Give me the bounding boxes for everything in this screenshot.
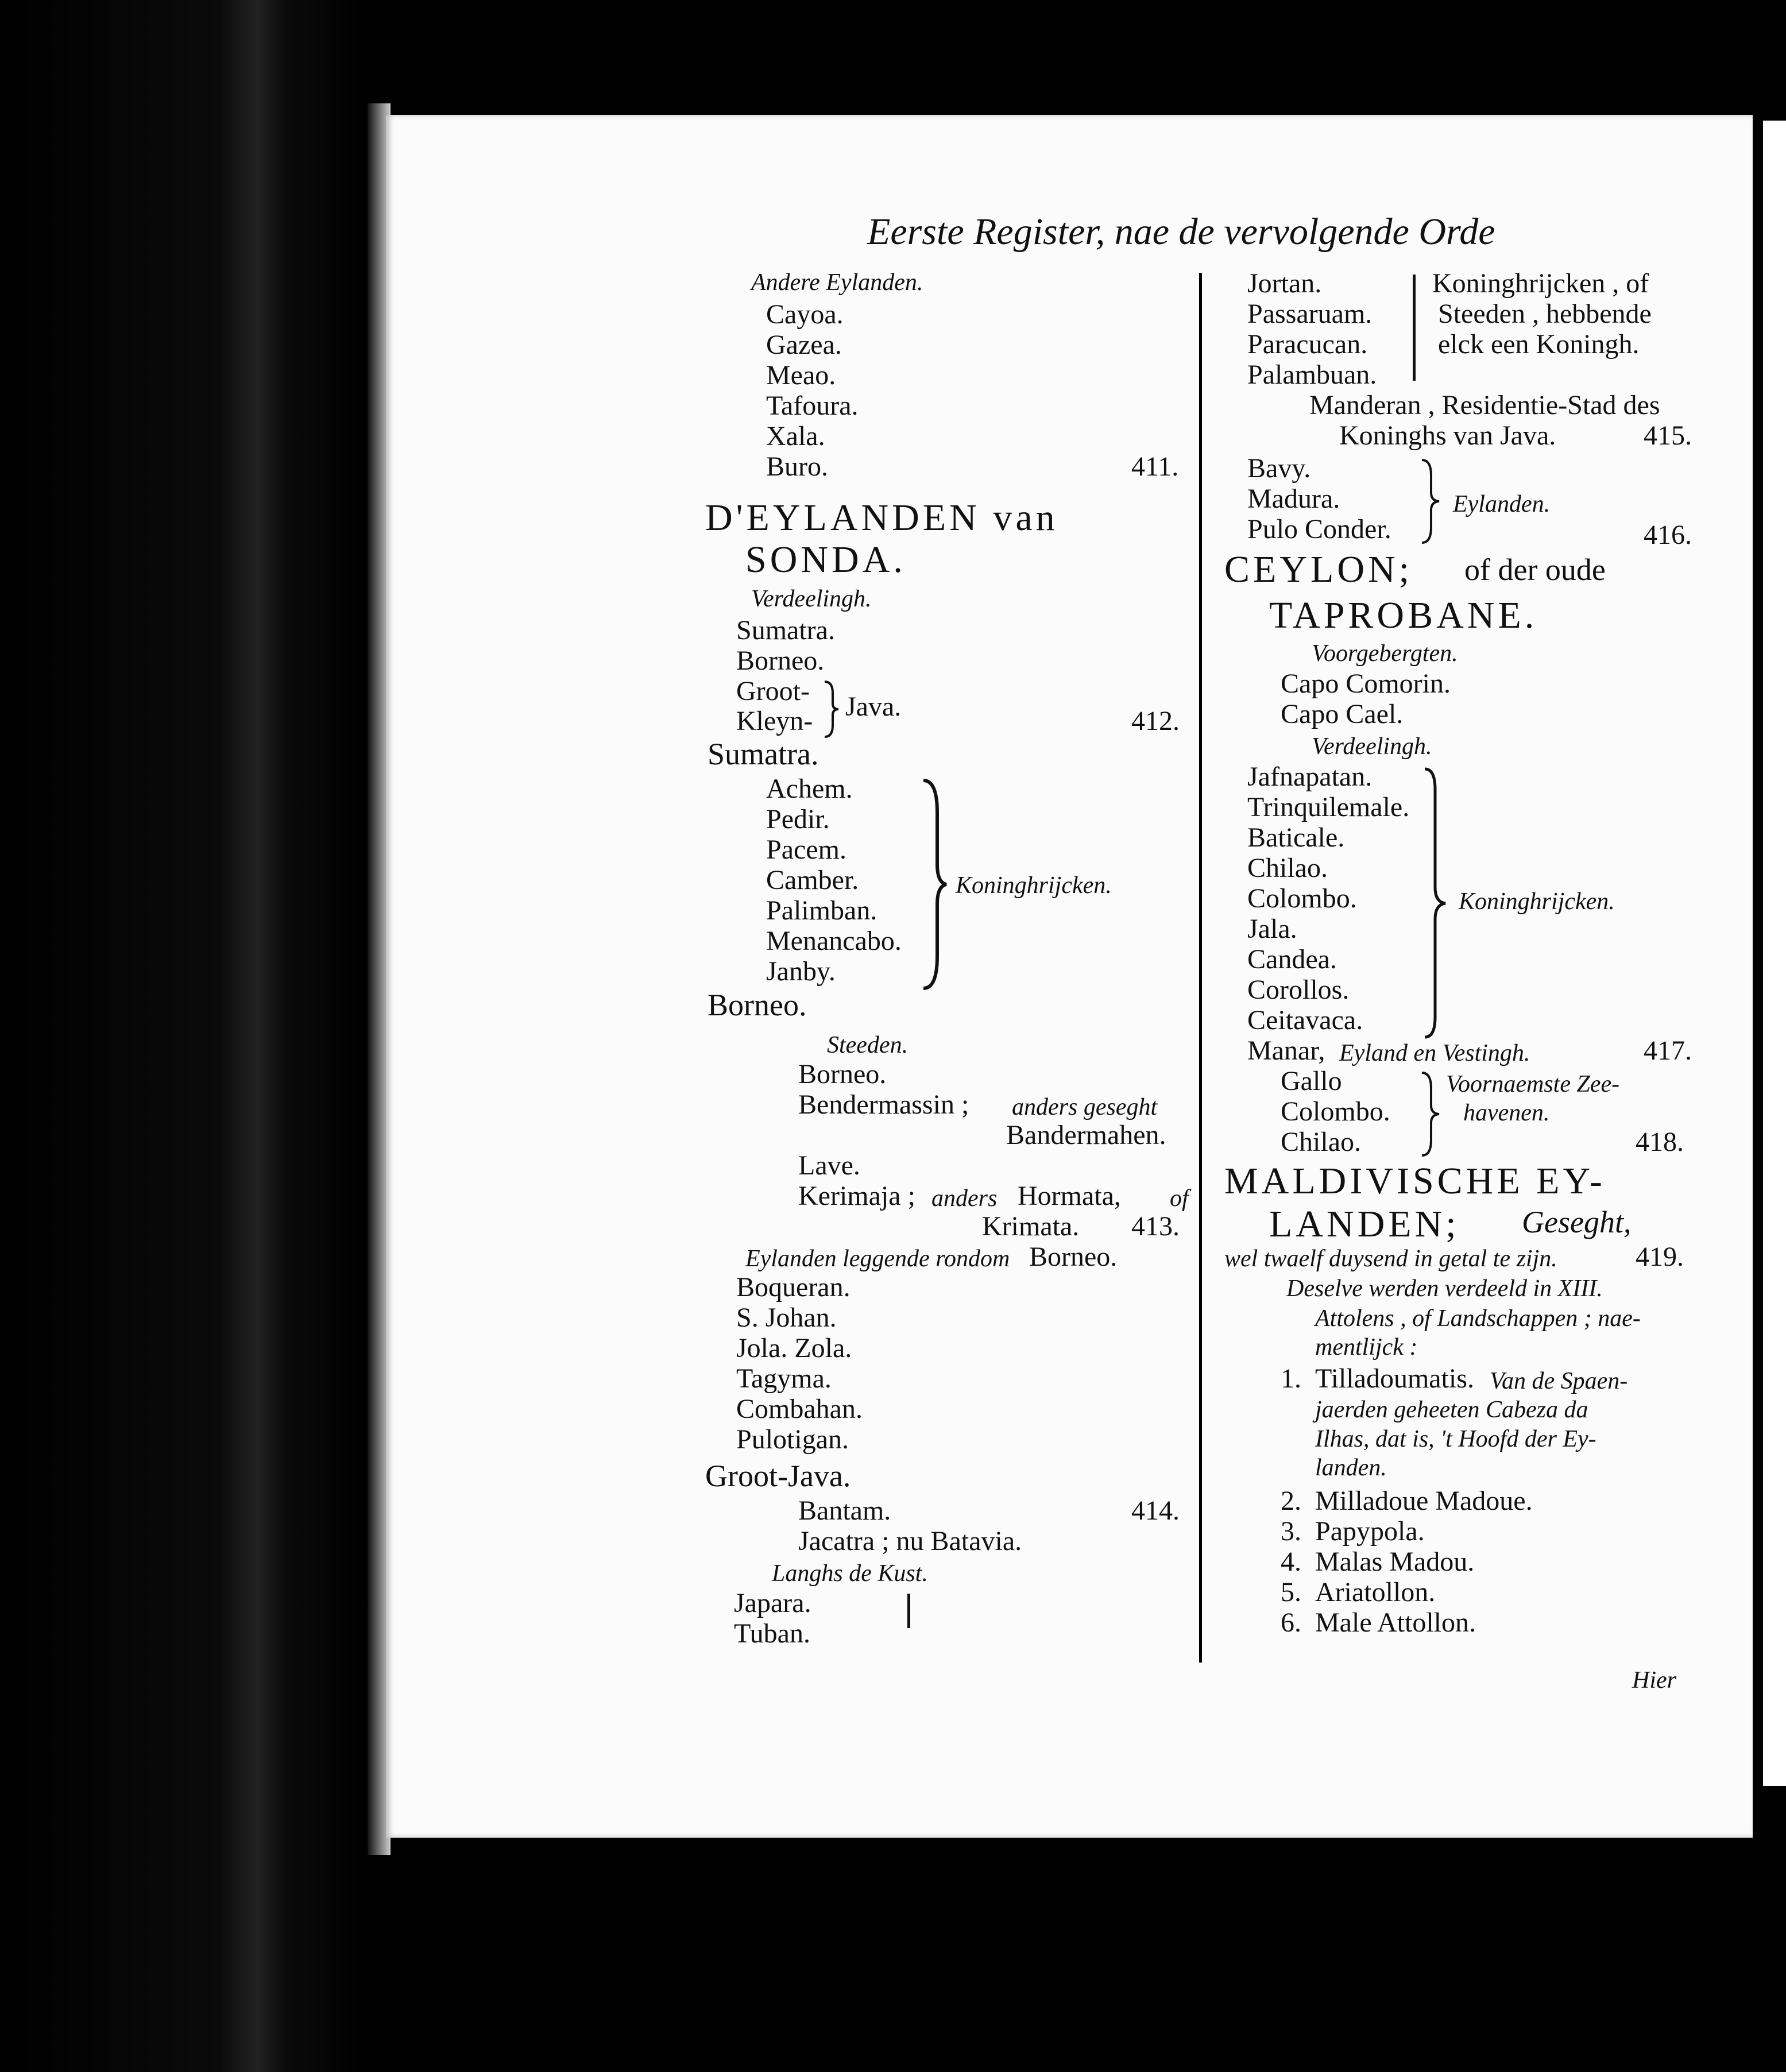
list-item: Achem.	[766, 774, 853, 804]
page-number: 412.	[1131, 706, 1180, 736]
subheading: Voorgebergten.	[1312, 640, 1458, 667]
section-title: Groot-Java.	[705, 1459, 851, 1493]
list-item: Colombo.	[1281, 1096, 1390, 1127]
page-number: 417.	[1644, 1035, 1692, 1066]
list-item: Jortan.	[1247, 268, 1322, 299]
list-item: Corollos.	[1247, 975, 1350, 1005]
section-heading: Andere Eylanden.	[751, 269, 923, 296]
list-item: Chilao.	[1281, 1127, 1361, 1157]
list-item: Janby.	[766, 956, 836, 987]
list-item: Male Attollon.	[1315, 1607, 1476, 1638]
list-item: Groot-	[736, 676, 810, 706]
page-number: 419.	[1636, 1242, 1684, 1272]
section-title: MALDIVISCHE EY-	[1224, 1160, 1606, 1202]
brace-label: Java.	[845, 691, 902, 722]
note-text: landen.	[1315, 1455, 1387, 1481]
list-item: Cayoa.	[766, 299, 844, 330]
list-item: Malas Madou.	[1315, 1547, 1475, 1577]
brace-icon	[920, 778, 949, 991]
list-item: Ariatollon.	[1315, 1577, 1436, 1607]
list-item: Capo Cael.	[1281, 699, 1404, 729]
list-item: Xala.	[766, 421, 825, 451]
list-item: Passaruam.	[1247, 299, 1373, 329]
list-item: Bendermassin ;	[798, 1089, 969, 1120]
list-item: Borneo.	[798, 1059, 887, 1089]
note-text: mentlijck :	[1315, 1334, 1418, 1360]
note-text: elck een Koningh.	[1438, 329, 1640, 359]
note-text: Steeden , hebbende	[1438, 299, 1652, 329]
section-title: LANDEN;	[1269, 1203, 1460, 1245]
brace-icon	[1420, 1071, 1443, 1157]
list-item: Hormata,	[1018, 1181, 1121, 1211]
list-item: Menancabo.	[766, 926, 902, 956]
list-item: Koninghs van Java.	[1339, 420, 1556, 451]
list-item: Tilladoumatis.	[1315, 1363, 1474, 1394]
section-title: Sumatra.	[708, 737, 819, 771]
section-title: TAPROBANE.	[1269, 594, 1538, 636]
brace-label: havenen.	[1463, 1100, 1550, 1126]
list-item: Japara.	[734, 1588, 811, 1618]
catchword: Hier	[1632, 1667, 1676, 1694]
subheading: Steeden.	[827, 1032, 909, 1058]
section-title: D'EYLANDEN van	[705, 497, 1058, 539]
list-item: Kerimaja ;	[798, 1181, 915, 1211]
list-item: Madura.	[1247, 484, 1340, 514]
list-item: Borneo.	[736, 645, 825, 676]
list-item: Combahan.	[736, 1394, 863, 1424]
page-number: 418.	[1636, 1127, 1684, 1157]
list-item: Boqueran.	[736, 1272, 851, 1302]
page-number: 411.	[1131, 451, 1179, 482]
list-item: Milladoue Madoue.	[1315, 1486, 1533, 1516]
list-number: 6.	[1281, 1607, 1301, 1638]
book-binding	[0, 0, 368, 2072]
note-text: jaerden geheeten Cabeza da	[1315, 1397, 1588, 1423]
note-text: Koninghrijcken , of	[1432, 268, 1649, 299]
list-item: Bandermahen.	[1006, 1120, 1166, 1150]
list-item: Manar,	[1247, 1035, 1325, 1066]
list-item: Chilao.	[1247, 853, 1328, 883]
brace-icon	[1422, 767, 1451, 1039]
list-item: Papypola.	[1315, 1516, 1425, 1547]
page-number: 416.	[1644, 520, 1692, 550]
list-item: Colombo.	[1247, 883, 1357, 914]
note-text: Van de Spaen-	[1490, 1368, 1628, 1394]
list-item: Ceitavaca.	[1247, 1005, 1363, 1035]
list-item: Baticale.	[1247, 822, 1345, 853]
column-rule	[1199, 273, 1202, 1663]
list-item: Kleyn-	[736, 706, 813, 736]
list-item: Jacatra ; nu Batavia.	[798, 1526, 1022, 1556]
list-number: 3.	[1281, 1516, 1301, 1547]
list-item: Pedir.	[766, 804, 830, 834]
section-title: Borneo.	[708, 988, 807, 1022]
list-item: Trinquilemale.	[1247, 792, 1410, 822]
list-item: Buro.	[766, 451, 828, 482]
note-text: of	[1170, 1185, 1189, 1212]
list-item: Pacem.	[766, 834, 846, 865]
brace-stroke	[907, 1594, 910, 1628]
subheading: Verdeelingh.	[1312, 733, 1432, 760]
next-page-edge	[1763, 121, 1786, 1786]
subheading: Langhs de Kust.	[772, 1560, 928, 1587]
book-page	[386, 115, 1753, 1838]
list-item: Candea.	[1247, 944, 1337, 975]
list-item: Lave.	[798, 1150, 860, 1181]
subheading: Eylanden leggende rondom	[745, 1246, 1010, 1272]
list-item: Camber.	[766, 865, 859, 895]
list-item: Palimban.	[766, 895, 877, 926]
note-text: Deselve werden verdeeld in XIII.	[1286, 1275, 1603, 1302]
list-number: 2.	[1281, 1486, 1301, 1516]
brace-label: Eylanden.	[1453, 491, 1551, 517]
list-number: 1.	[1281, 1363, 1301, 1394]
subheading: Verdeelingh.	[751, 586, 872, 612]
list-item: Gazea.	[766, 330, 842, 360]
brace-label: Koninghrijcken.	[956, 872, 1112, 899]
list-item: Tagyma.	[736, 1363, 832, 1394]
note-text: anders	[931, 1185, 998, 1212]
list-item: Bavy.	[1247, 453, 1311, 484]
list-item: Borneo.	[1029, 1242, 1118, 1272]
page-number: 415.	[1644, 420, 1692, 451]
page-number: 413.	[1131, 1211, 1180, 1242]
page-header: Eerste Register, nae de vervolgende Orde	[867, 211, 1495, 253]
note-text: Ilhas, dat is, 't Hoofd der Ey-	[1315, 1426, 1596, 1452]
list-number: 5.	[1281, 1577, 1301, 1607]
list-item: Paracucan.	[1247, 329, 1368, 359]
list-item: Manderan , Residentie-Stad des	[1309, 390, 1660, 420]
brace-icon	[822, 681, 840, 738]
list-item: Pulotigan.	[736, 1424, 849, 1455]
note-text: anders geseght	[1012, 1094, 1158, 1120]
brace-stroke	[1413, 275, 1416, 381]
list-item: Krimata.	[982, 1211, 1080, 1242]
list-item: Palambuan.	[1247, 359, 1377, 390]
list-item: Jola. Zola.	[736, 1333, 852, 1363]
list-item: Pulo Conder.	[1247, 514, 1391, 544]
list-item: S. Johan.	[736, 1302, 837, 1333]
section-title: CEYLON;	[1224, 548, 1413, 590]
note-text: wel twaelf duysend in getal te zijn.	[1224, 1246, 1557, 1272]
list-item: Jafnapatan.	[1247, 761, 1373, 792]
brace-label: Voornaemste Zee-	[1446, 1071, 1620, 1097]
note-text: Eyland en Vestingh.	[1339, 1040, 1530, 1066]
brace-label: Koninghrijcken.	[1459, 888, 1615, 915]
list-item: Bantam.	[798, 1495, 891, 1526]
brace-icon	[1420, 458, 1443, 544]
section-title: SONDA.	[745, 539, 906, 581]
list-item: Tuban.	[734, 1618, 810, 1649]
list-item: Tafoura.	[766, 391, 859, 421]
list-item: Capo Comorin.	[1281, 668, 1451, 699]
list-item: Jala.	[1247, 914, 1297, 944]
list-item: Meao.	[766, 360, 836, 391]
note-text: Attolens , of Landschappen ; nae-	[1315, 1305, 1641, 1332]
list-item: Gallo	[1281, 1066, 1342, 1096]
section-title: Geseght,	[1522, 1205, 1632, 1239]
list-number: 4.	[1281, 1547, 1301, 1577]
section-title: of der oude	[1464, 552, 1606, 587]
page-number: 414.	[1131, 1495, 1180, 1526]
list-item: Sumatra.	[736, 615, 835, 645]
